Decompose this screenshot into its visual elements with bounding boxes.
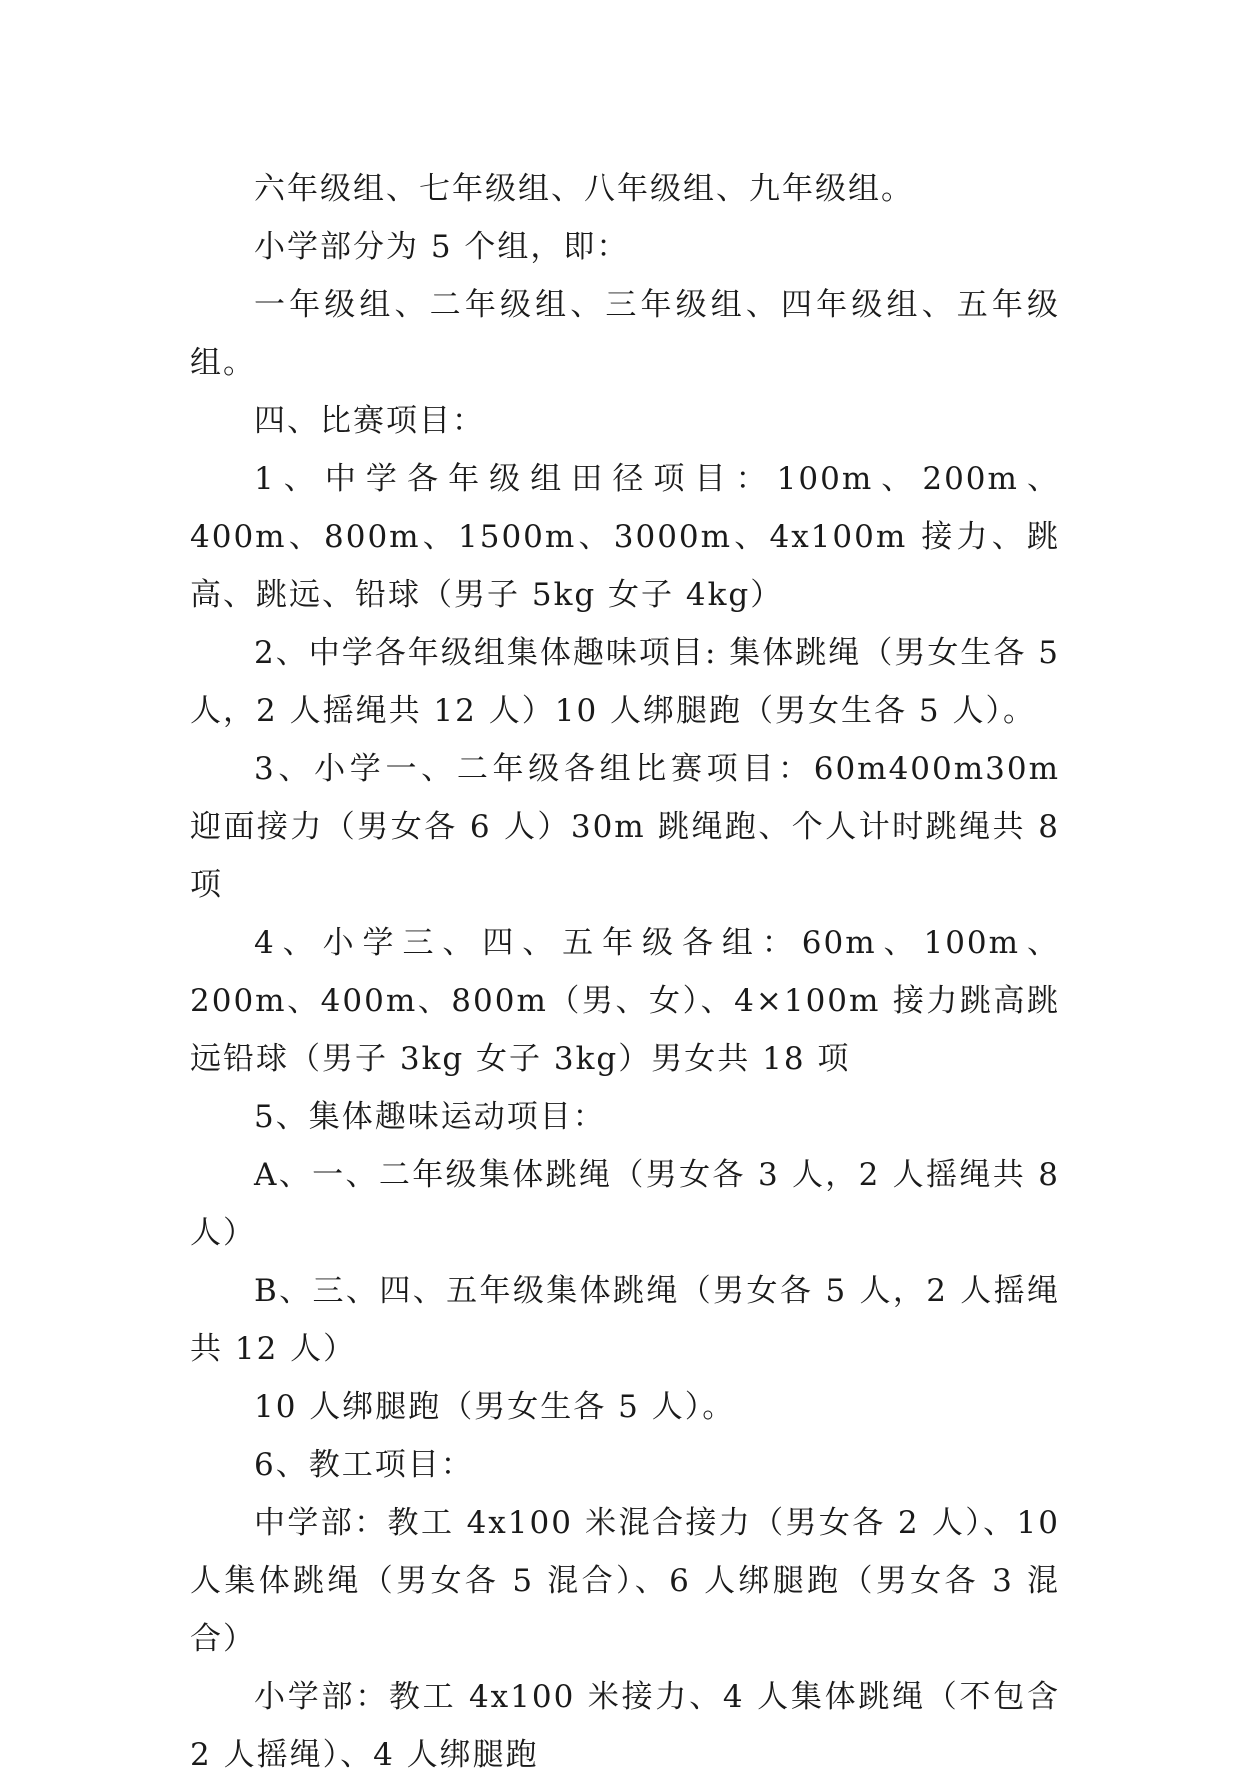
paragraph-item-1: 1、中学各年级组田径项目：100m、200m、400m、800m、1500m、3000m、4x100m 接力、跳高、跳远、铅球（男子 5kg 女子 4kg） [190, 461, 1060, 613]
document-body [190, 160, 1060, 1784]
section-heading-events: 四、比赛项目： [254, 403, 485, 439]
paragraph-item-6: 6、教工项目： [254, 1447, 474, 1483]
paragraph-item-3: 3、小学一、二年级各组比赛项目：60m400m30m 迎面接力（男女各 6 人）30m 跳绳跑、个人计时跳绳共 8 项 [190, 751, 1060, 903]
paragraph-item-4: 4、小学三、四、五年级各组：60m、100m、200m、400m、800m（男、女）、4×100m 接力跳高跳远铅球（男子 3kg 女子 3kg）男女共 18 项 [190, 925, 1060, 1077]
paragraph-item-2: 2、中学各年级组集体趣味项目: 集体跳绳（男女生各 5 人，2 人摇绳共 12 人）10 人绑腿跑（男女生各 5 人）。 [190, 635, 1060, 729]
paragraph-staff-middle: 中学部：教工 4x100 米混合接力（男女各 2 人）、10 人集体跳绳（男女各 5 混合）、6 人绑腿跑（男女各 3 混合） [190, 1505, 1060, 1657]
paragraph-primary-groups-intro: 小学部分为 5 个组，即： [254, 229, 630, 265]
paragraph-item-5a: A、一、二年级集体跳绳（男女各 3 人，2 人摇绳共 8 人） [190, 1157, 1060, 1251]
paragraph-item-5: 5、集体趣味运动项目： [254, 1099, 606, 1135]
paragraph-grade-groups-primary: 一年级组、二年级组、三年级组、四年级组、五年级组。 [190, 287, 1060, 381]
paragraph-item-5c: 10 人绑腿跑（男女生各 5 人）。 [254, 1389, 736, 1425]
paragraph-staff-primary: 小学部：教工 4x100 米接力、4 人集体跳绳（不包含 2 人摇绳）、4 人绑腿跑 [190, 1679, 1060, 1773]
paragraph-grade-groups-middle: 六年级组、七年级组、八年级组、九年级组。 [254, 171, 914, 207]
paragraph-item-5b: B、三、四、五年级集体跳绳（男女各 5 人，2 人摇绳共 12 人） [190, 1273, 1060, 1367]
